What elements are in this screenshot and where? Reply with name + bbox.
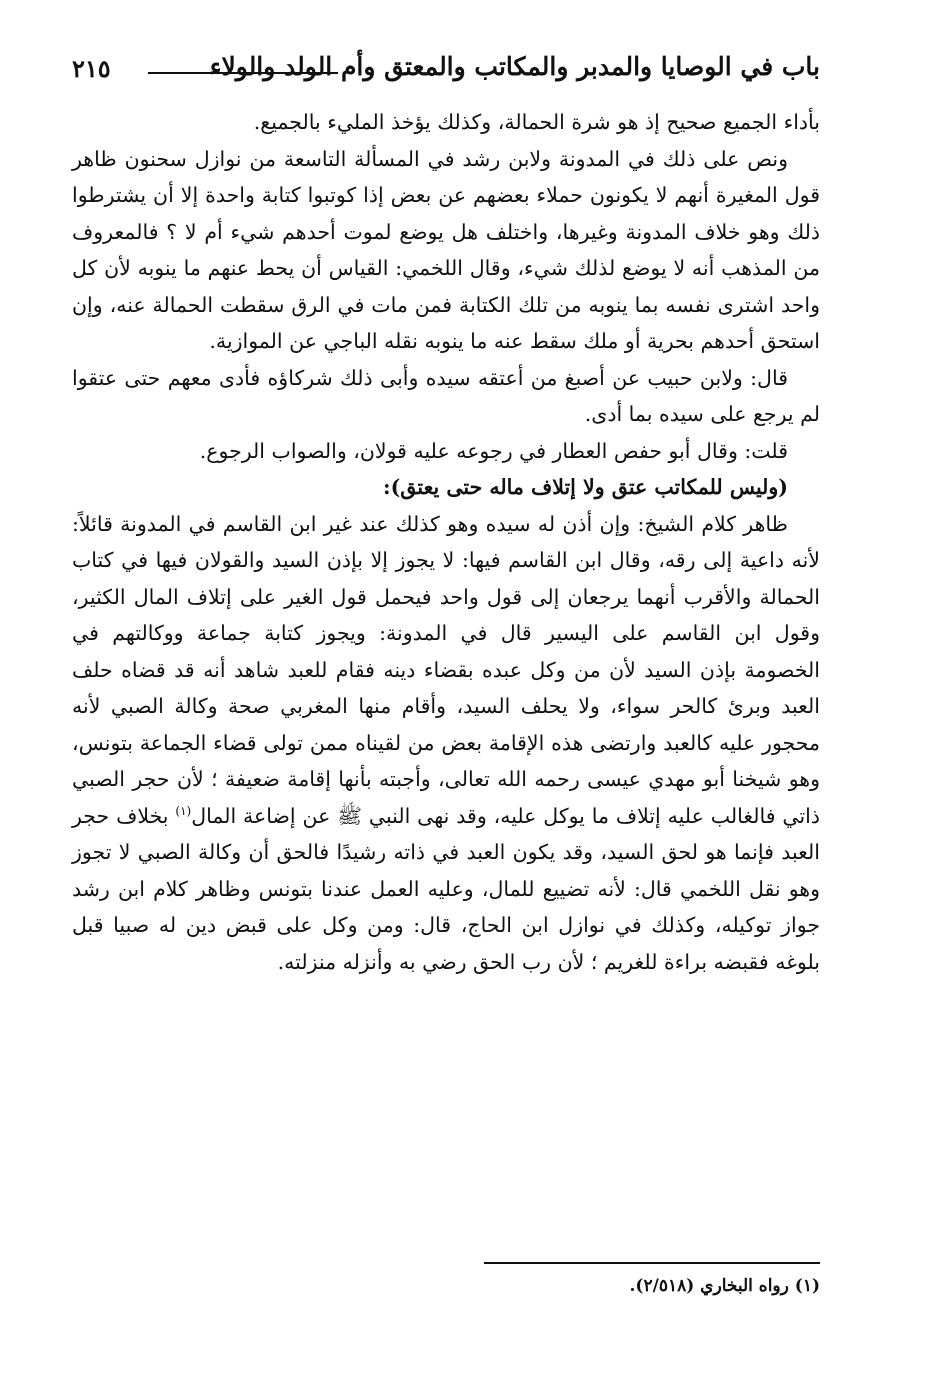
footnote-rule — [484, 1262, 820, 1264]
page-header — [72, 48, 820, 96]
paragraph-text: ظاهر كلام الشيخ: وإن أذن له سيده وهو كذلك عند غير ابن القاسم في المدونة قائلاً: لأنه داعية إلى رقه، وقال ابن القاسم فيها: لا يجوز إلا بإذن السيد والقولان فيها في كتاب الحمالة والأقرب أنهما يرجعان إلى قول واحد فيحمل قول الغير على إتلاف المال الكثير، وقول ابن القاسم على اليسير قال في المدونة: ويجوز كتابة جماعة ووكالتهم في الخصومة بإذن السيد لأن من وكل عبده بقضاء دينه فقام للعبد شاهد أنه قد قضاه حلف العبد وبرئ كالحر سواء، ولا يحلف السيد، وأقام منها المغربي صحة وكالة الصبي لأنه محجور عليه كالعبد وارتضى هذه الإقامة بعض من لقيناه ممن تولى قضاء الجماعة بتونس، وهو شيخنا أبو مهدي عيسى رحمه الله تعالى، وأجبته بأنها إقامة ضعيفة ؛ لأن حجر الصبي ذاتي فالغالب عليه إتلاف ما يوكل عليه، وقد نهى النبي ﷺ عن إضاعة المال — [72, 511, 820, 828]
paragraph: قلت: وقال أبو حفص العطار في رجوعه عليه قولان، والصواب الرجوع. — [199, 438, 788, 463]
paragraph-text-continued: بخلاف حجر العبد فإنما هو لحق السيد، وقد يكون العبد في ذاته رشيدًا فالحق أن وكالة الصبي لا تجوز وهو نقل اللخمي قال: لأنه تضييع للمال، وعليه العمل عندنا بتونس وظاهر كلام ابن رشد جواز توكيله، وكذلك في نوازل ابن الحاج، قال: ومن وكل على قبض دين له صبيا قبل بلوغه فقبضه براءة للغريم ؛ لأن رب الحق رضي به وأنزله منزلته. — [72, 803, 820, 974]
paragraph: قال: ولابن حبيب عن أصبغ من أعتقه سيده وأبى ذلك شركاؤه فأدى معهم حتى عتقوا لم يرجع على سيده بما أدى. — [72, 365, 820, 426]
footnote: (١) رواه البخاري (٢/٥١٨). — [629, 1276, 820, 1296]
body-text — [72, 104, 820, 980]
running-title: باب في الوصايا والمدبر والمكاتب والمعتق وأم الولد والولاء — [209, 52, 820, 81]
paragraph: ونص على ذلك في المدونة ولابن رشد في المسألة التاسعة من نوازل سحنون ظاهر قول المغيرة أنهم لا يكونون حملاء بعضهم عن بعض إذا كوتبوا كتابة واحدة إلا أن يشترطوا ذلك وهو خلاف المدونة وغيرها، واختلف هل يوضع لموت أحدهم شيء أم لا ؟ فالمعروف من المذهب أنه لا يوضع لذلك شيء، وقال اللخمي: القياس أن يحط عنهم ما ينوبه لأن كل واحد اشترى نفسه بما ينوبه من تلك الكتابة فمن مات في الرق سقطت الحمالة عنه، وإن استحق أحدهم بحرية أو ملك سقط عنه ما ينوبه نقله الباجي عن الموازية. — [72, 146, 820, 353]
paragraph — [72, 506, 820, 981]
section-heading: (وليس للمكاتب عتق ولا إتلاف ماله حتى يعتق): — [383, 475, 788, 499]
page-number: ٢١٥ — [72, 54, 111, 83]
footnote-marker: (١) — [175, 803, 192, 818]
paragraph: بأداء الجميع صحيح إذ هو شرة الحمالة، وكذلك يؤخذ المليء بالجميع. — [253, 110, 820, 134]
